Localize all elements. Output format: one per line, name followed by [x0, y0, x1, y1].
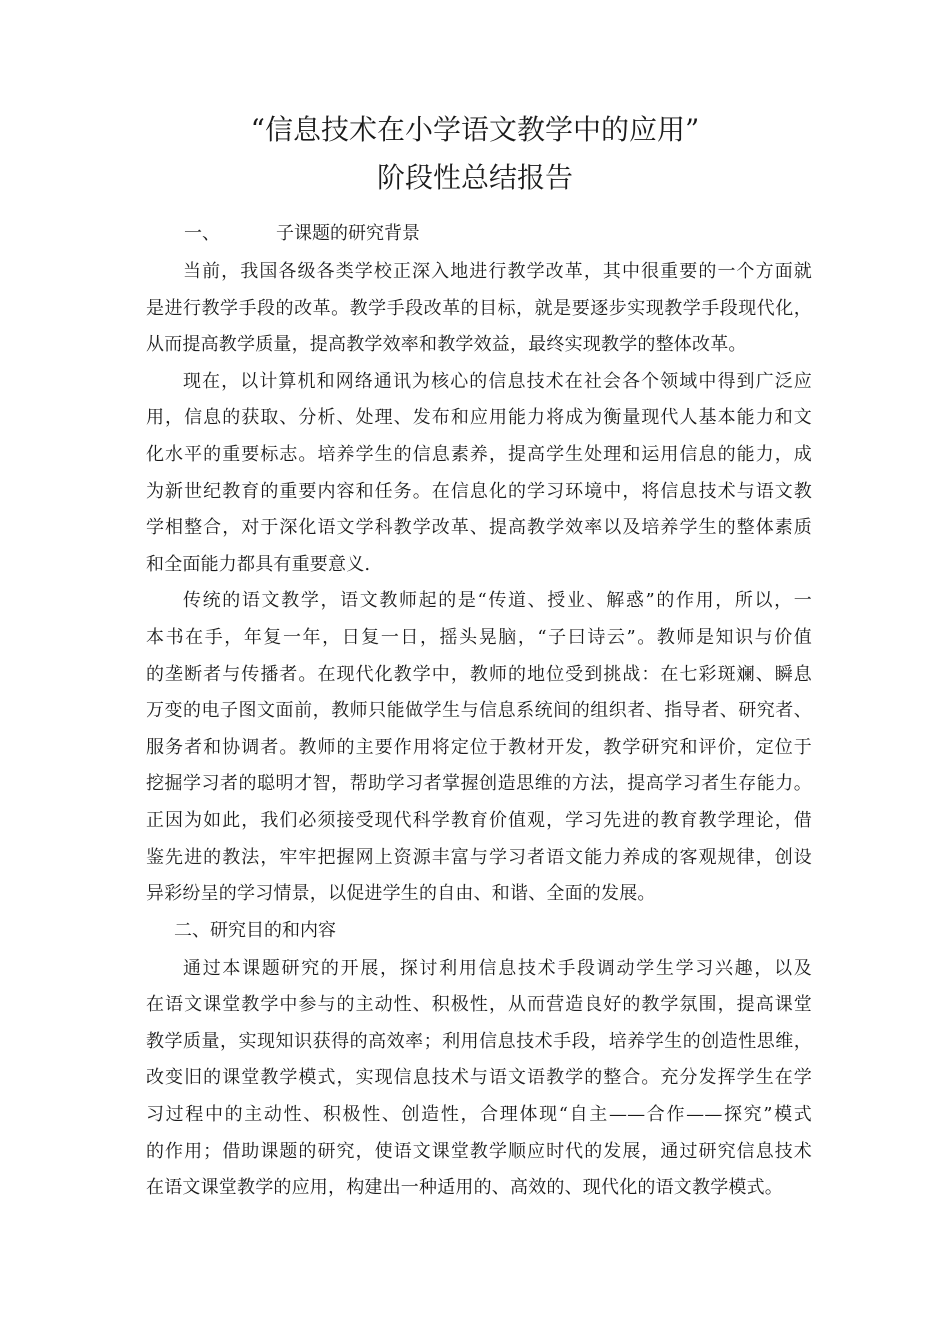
- section1-paragraph-line: 本书在手，年复一年，日复一日，摇头晃脑，“子曰诗云”。教师是知识与价值: [146, 626, 812, 648]
- section1-paragraph-line: 现在，以计算机和网络通讯为核心的信息技术在社会各个领域中得到广泛应: [183, 370, 812, 392]
- document-title-line2: 阶段性总结报告: [376, 161, 573, 194]
- section1-paragraph-line: 挖掘学习者的聪明才智，帮助学习者掌握创造思维的方法，提高学习者生存能力。: [146, 773, 812, 795]
- section1-paragraph: [146, 583, 812, 912]
- section1-paragraph-line: 异彩纷呈的学习情景，以促进学生的自由、和谐、全面的发展。: [146, 883, 656, 905]
- section2-paragraph-line: 习过程中的主动性、积极性、创造性，合理体现“自主——合作——探究”模式: [146, 1104, 812, 1126]
- section1-paragraph-line: 为新世纪教育的重要内容和任务。在信息化的学习环境中，将信息技术与语文教: [146, 480, 812, 502]
- section2-paragraph-line: 在语文课堂教学中参与的主动性、积极性，从而营造良好的教学氛围，提高课堂: [146, 994, 812, 1016]
- section2-paragraph-line: 在语文课堂教学的应用，构建出一种适用的、高效的、现代化的语文教学模式。: [146, 1177, 783, 1199]
- section2-paragraphs: [146, 951, 812, 1207]
- section1-paragraphs: [146, 254, 812, 913]
- section1-paragraph-line: 万变的电子图文面前，教师只能做学生与信息系统间的组织者、指导者、研究者、: [146, 700, 812, 722]
- section1-paragraph: [146, 254, 812, 364]
- section1-paragraph-line: 正因为如此，我们必须接受现代科学教育价值观，学习先进的教育教学理论，借: [146, 809, 812, 831]
- section2-paragraph: [146, 951, 812, 1207]
- section1-heading: [146, 218, 812, 250]
- section1-paragraph: [146, 364, 812, 584]
- section1-paragraph-line: 的垄断者与传播者。在现代化教学中，教师的地位受到挑战：在七彩斑斓、瞬息: [146, 663, 812, 685]
- document-title-line1: “信息技术在小学语文教学中的应用”: [250, 113, 700, 146]
- section1-number: 一、: [184, 223, 220, 244]
- section1-paragraph-line: 用，信息的获取、分析、处理、发布和应用能力将成为衡量现代人基本能力和文: [146, 407, 812, 429]
- section2-paragraph-line: 教学质量，实现知识获得的高效率；利用信息技术手段，培养学生的创造性思维，: [146, 1030, 812, 1052]
- section1-paragraph-line: 化水平的重要标志。培养学生的信息素养，提高学生处理和运用信息的能力，成: [146, 443, 812, 465]
- section1-paragraph-line: 学相整合，对于深化语文学科教学改革、提高教学效率以及培养学生的整体素质: [146, 517, 812, 539]
- section1-paragraph-line: 当前，我国各级各类学校正深入地进行教学改革，其中很重要的一个方面就: [183, 261, 812, 282]
- section2-paragraph-line: 的作用；借助课题的研究，使语文课堂教学顺应时代的发展，通过研究信息技术: [146, 1140, 812, 1162]
- section1-paragraph-line: 传统的语文教学，语文教师起的是“传道、授业、解惑”的作用，所以，一: [183, 590, 812, 612]
- document-body: [146, 218, 812, 1207]
- section1-heading-text: 子课题的研究背景: [276, 223, 420, 244]
- section1-paragraph-line: 是进行教学手段的改革。教学手段改革的目标，就是要逐步实现教学手段现代化，: [146, 297, 812, 319]
- section1-paragraph-line: 和全面能力都具有重要意义.: [146, 553, 371, 575]
- section2-heading: 二、研究目的和内容: [174, 919, 336, 941]
- section2-paragraph-line: 通过本课题研究的开展，探讨利用信息技术手段调动学生学习兴趣，以及: [183, 957, 812, 979]
- section1-paragraph-line: 服务者和协调者。教师的主要作用将定位于教材开发，教学研究和评价，定位于: [146, 736, 812, 758]
- section1-paragraph-line: 鉴先进的教法，牢牢把握网上资源丰富与学习者语文能力养成的客观规律，创设: [146, 846, 812, 868]
- section1-paragraph-line: 从而提高教学质量，提高教学效率和教学效益，最终实现教学的整体改革。: [146, 334, 747, 356]
- section2-paragraph-line: 改变旧的课堂教学模式，实现信息技术与语文语教学的整合。充分发挥学生在学: [146, 1067, 812, 1089]
